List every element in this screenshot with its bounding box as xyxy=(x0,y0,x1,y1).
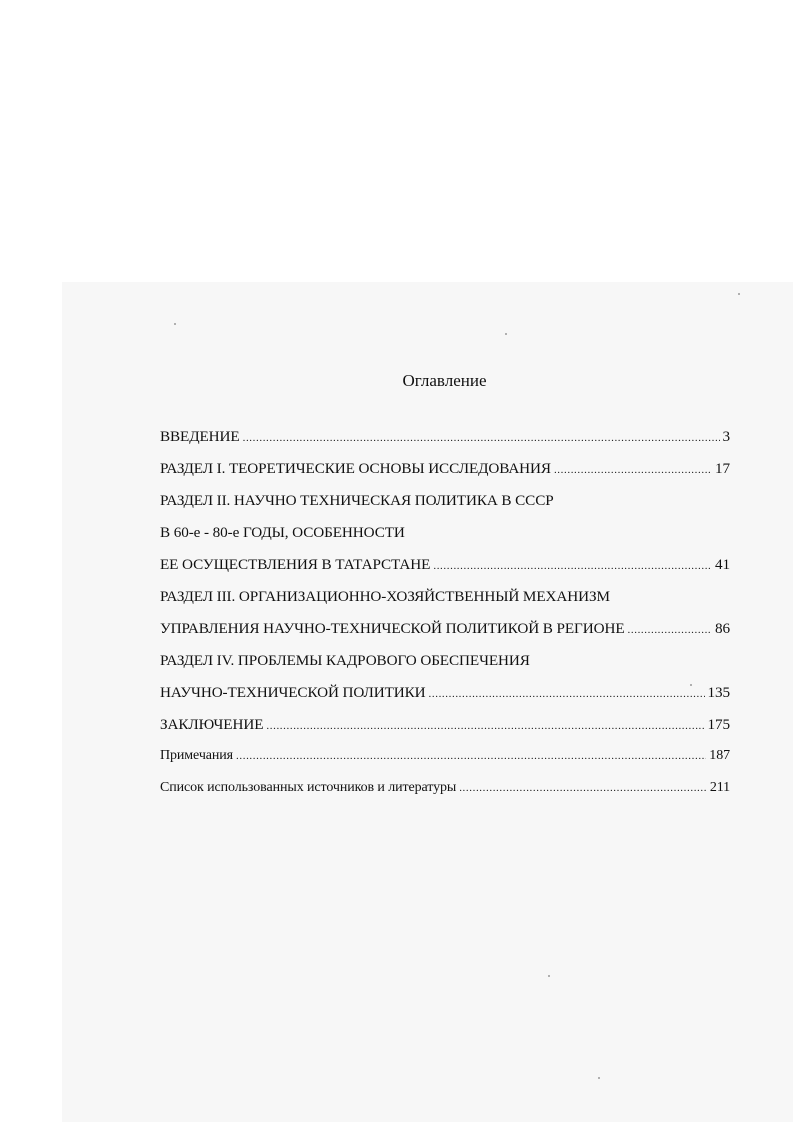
toc-entry-text: РАЗДЕЛ I. ТЕОРЕТИЧЕСКИЕ ОСНОВЫ ИССЛЕДОВАНИЯ xyxy=(160,460,551,477)
toc-entry-section-1 xyxy=(160,460,730,484)
scan-speck xyxy=(598,1077,600,1079)
toc-entry-text: Примечания xyxy=(160,748,234,763)
toc-leader-dots xyxy=(236,748,706,764)
toc-leader-dots xyxy=(433,556,712,574)
toc-page-number: 41 xyxy=(715,556,730,573)
scan-speck xyxy=(174,323,176,325)
toc-entry-section-4-line-2 xyxy=(160,684,730,708)
toc-entry-section-2-line-2 xyxy=(160,524,730,548)
toc-entry-text: РАЗДЕЛ III. ОРГАНИЗАЦИОННО-ХОЗЯЙСТВЕННЫЙ МЕХАНИЗМ xyxy=(160,588,610,605)
toc-page-number: 135 xyxy=(707,684,730,701)
toc-leader-dots xyxy=(554,460,712,478)
toc-entry-notes xyxy=(160,748,730,772)
toc-leader-dots xyxy=(628,620,712,638)
toc-entry-conclusion xyxy=(160,716,730,740)
toc-page-number: 3 xyxy=(722,428,730,445)
toc-entry-references xyxy=(160,780,730,804)
toc-entry-text: УПРАВЛЕНИЯ НАУЧНО-ТЕХНИЧЕСКОЙ ПОЛИТИКОЙ В РЕГИОНЕ xyxy=(160,620,625,637)
toc-page-number: 86 xyxy=(715,620,730,637)
toc-entry-text: Список использованных источников и литературы xyxy=(160,780,457,795)
toc-entry-section-2-line-1 xyxy=(160,492,730,516)
toc-leader-dots xyxy=(459,780,707,796)
scan-speck xyxy=(690,684,692,686)
scan-speck xyxy=(738,293,740,295)
toc-entry-section-3-line-2 xyxy=(160,620,730,644)
toc-entry-text: ВВЕДЕНИЕ xyxy=(160,428,240,445)
toc-entry-section-3-line-1 xyxy=(160,588,730,612)
toc-leader-dots xyxy=(266,716,704,734)
toc-entry-section-4-line-1 xyxy=(160,652,730,676)
toc-page-number: 17 xyxy=(715,460,730,477)
toc-leader-dots xyxy=(429,684,705,702)
toc-entry-text: РАЗДЕЛ II. НАУЧНО ТЕХНИЧЕСКАЯ ПОЛИТИКА В СССР xyxy=(160,492,554,509)
toc-page-number: 211 xyxy=(709,780,730,795)
toc-entry-section-2-line-3 xyxy=(160,556,730,580)
toc-entry-text: ЗАКЛЮЧЕНИЕ xyxy=(160,716,264,733)
toc-entry-introduction xyxy=(160,428,730,452)
toc-entry-text: НАУЧНО-ТЕХНИЧЕСКОЙ ПОЛИТИКИ xyxy=(160,684,426,701)
page-title: Оглавление xyxy=(402,371,487,390)
toc-page-number: 175 xyxy=(707,716,730,733)
toc-entry-text: РАЗДЕЛ IV. ПРОБЛЕМЫ КАДРОВОГО ОБЕСПЕЧЕНИЯ xyxy=(160,652,530,669)
scan-speck xyxy=(548,975,550,977)
toc-entry-text: ЕЕ ОСУЩЕСТВЛЕНИЯ В ТАТАРСТАНЕ xyxy=(160,556,431,573)
toc-leader-dots xyxy=(243,428,720,446)
toc-entry-text: В 60-е - 80-е ГОДЫ, ОСОБЕННОСТИ xyxy=(160,524,405,541)
toc-page-number: 187 xyxy=(709,748,730,763)
scan-speck xyxy=(505,333,507,335)
